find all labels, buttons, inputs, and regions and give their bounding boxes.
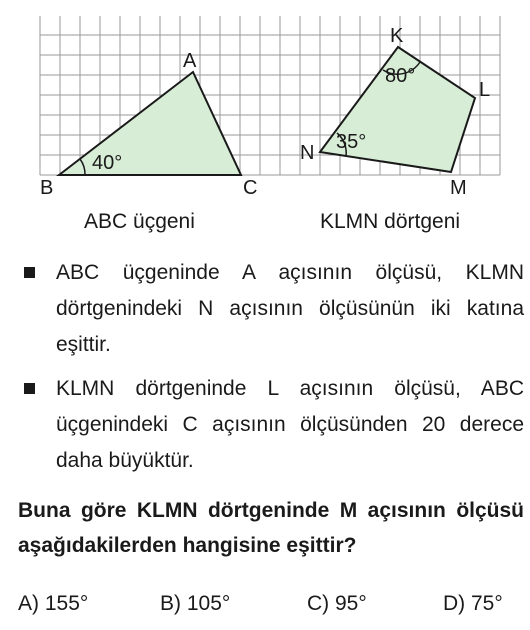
statement-item <box>18 371 524 479</box>
angle-n-label: 35° <box>336 131 367 153</box>
statement-list <box>18 255 524 479</box>
statement-text: ABC üçgeninde A açısının ölçüsü, KLMN dörtgenindeki N açısının ölçüsünün iki katına eşittir. <box>56 261 524 356</box>
bullet-square-icon <box>24 267 35 278</box>
vertex-n-label: N <box>300 142 315 164</box>
triangle-caption: ABC üçgeni <box>84 210 195 233</box>
question-text: Buna göre KLMN dörtgeninde M açısının ölçüsü aşağıdakilerden hangisine eşittir? <box>18 499 524 557</box>
geometry-figure <box>0 0 530 205</box>
angle-b-label: 40° <box>92 152 123 174</box>
quadrilateral-caption: KLMN dörtgeni <box>320 210 461 233</box>
option-d[interactable]: D) 75° <box>443 592 503 615</box>
vertex-a-label: A <box>183 50 197 72</box>
option-a[interactable]: A) 155° <box>18 592 89 615</box>
vertex-m-label: M <box>450 177 467 199</box>
angle-k-label: 80° <box>385 65 416 87</box>
vertex-l-label: L <box>479 79 491 101</box>
vertex-k-label: K <box>390 25 404 47</box>
statement-item <box>18 255 524 363</box>
triangle-abc <box>59 72 241 175</box>
statement-text: KLMN dörtgeninde L açısının ölçüsü, ABC üçgenindeki C açısının ölçüsünden 20 derece daha büyüktür. <box>56 377 524 472</box>
vertex-c-label: C <box>243 177 258 199</box>
option-c[interactable]: C) 95° <box>307 592 367 615</box>
option-b[interactable]: B) 105° <box>160 592 231 615</box>
vertex-b-label: B <box>40 177 54 199</box>
bullet-square-icon <box>24 383 35 394</box>
